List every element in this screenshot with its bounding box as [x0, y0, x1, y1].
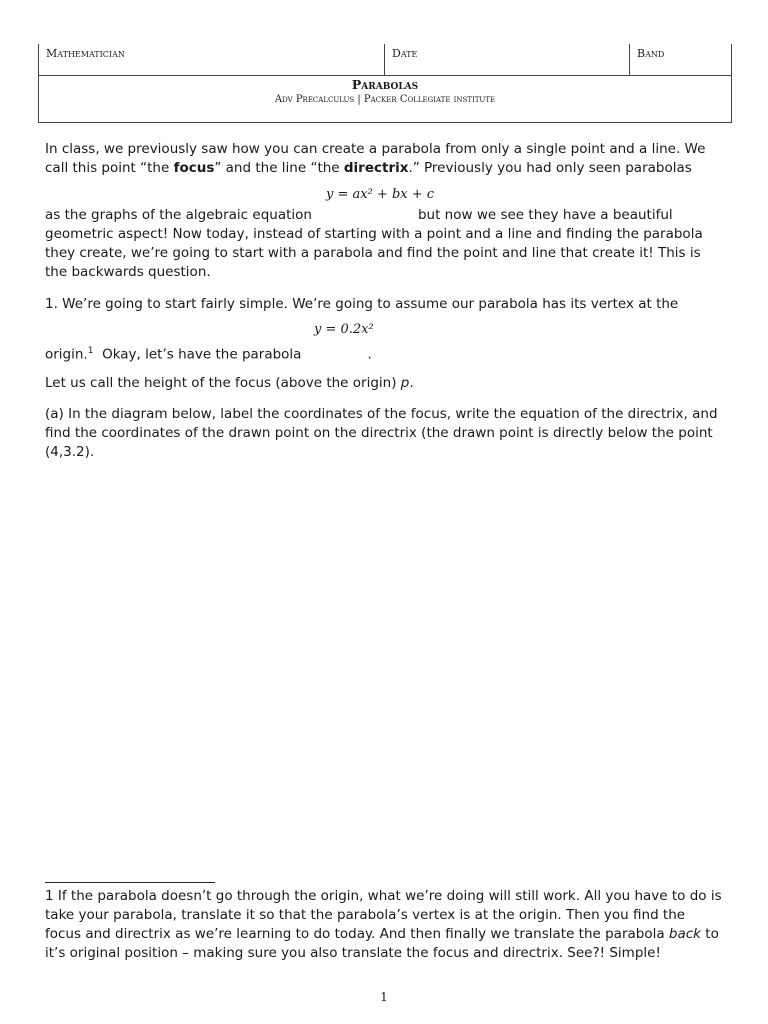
focus-height-paragraph: Let us call the height of the focus (above the origin) p.: [45, 375, 414, 391]
page-number: 1: [380, 990, 388, 1004]
specific-parabola-equation: y = 0.2x²: [314, 322, 374, 337]
document-subtitle: Adv Precalculus | Packer Collegiate institute: [274, 94, 496, 105]
question-1-text: 1. We’re going to start fairly simple. We’re going to assume our parabola has its vertex at the: [45, 296, 679, 312]
header-info-row: [38, 44, 732, 76]
question-a-text: (a) In the diagram below, label the coordinates of the focus, write the equation of the directrix, and find the coordinates of the drawn point on the directrix (the drawn point is directly below the point (4,3.2).: [45, 406, 718, 460]
variable-p: p: [400, 375, 410, 391]
focus-term: focus: [173, 160, 215, 176]
date-label: Date: [384, 44, 632, 75]
directrix-term: directrix: [343, 160, 409, 176]
band-label: Band: [629, 44, 737, 75]
footnote-separator: [45, 882, 215, 883]
general-parabola-equation: y = ax² + bx + c: [326, 187, 435, 202]
intro-paragraph-continued: as the graphs of the algebraic equation but now we see they have a beautiful geometric aspect! Now today, instead of starting with a point and a line and finding the parabola they create, we’re going to start with a parabola and find the point and line that create it! This is the backwards question.: [45, 207, 703, 280]
back-emphasis: back: [668, 926, 702, 942]
header-title-row: [38, 75, 732, 123]
mathematician-label: Mathematician: [46, 47, 125, 60]
question-1-continued: origin.$^1$ Okay, let’s have the parabola .: [45, 346, 372, 363]
footnote-1: 1 If the parabola doesn’t go through the origin, what we’re doing will still work. All you have to do is take your parabola, translate it so that the parabola’s vertex is at the origin. Then you find the focus and directrix as we’re learning to do today. And then finally we translate the parabola back to it’s original position – making sure you also translate the focus and directrix. See?! Simple!: [45, 888, 722, 961]
intro-paragraph: In class, we previously saw how you can create a parabola from only a single point and a line. We call this point “the focus” and the line “the directrix.” Previously you had only seen parabolas: [45, 141, 706, 176]
footnote-marker: 1: [87, 346, 94, 356]
document-title: Parabolas: [351, 77, 419, 92]
worksheet-header: [38, 44, 730, 122]
